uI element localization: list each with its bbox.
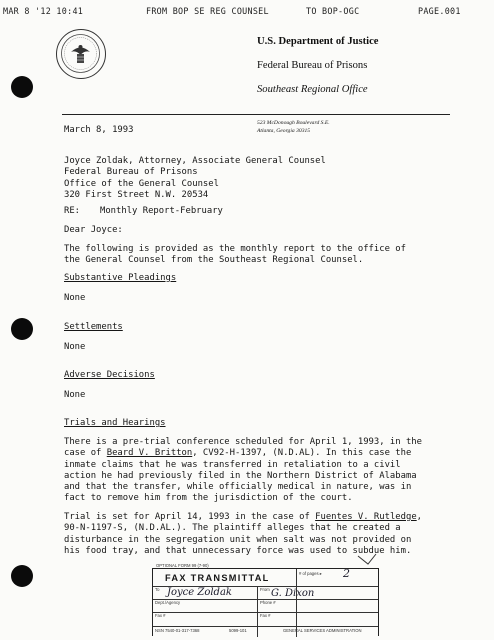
check-mark-icon bbox=[356, 552, 378, 568]
salutation: Dear Joyce: bbox=[64, 225, 123, 235]
from-label: From bbox=[260, 587, 270, 592]
heading-adverse-decisions: Adverse Decisions bbox=[64, 370, 155, 380]
fax-form-title: FAX TRANSMITTAL bbox=[165, 573, 270, 583]
re-subject: Monthly Report-February bbox=[100, 206, 223, 216]
to-label: To bbox=[155, 587, 160, 592]
fax-date: MAR 8 '12 10:41 bbox=[3, 6, 84, 16]
case-name-fuentes-v-rutledge: Fuentes V. Rutledge bbox=[315, 512, 417, 522]
adverse-body: None bbox=[64, 390, 86, 400]
heading-settlements: Settlements bbox=[64, 322, 123, 332]
from-value: G. Dixon bbox=[271, 588, 315, 599]
recipient-line: Federal Bureau of Prisons bbox=[64, 167, 198, 178]
heading-trials-and-hearings: Trials and Hearings bbox=[64, 418, 166, 428]
re-label: RE: bbox=[64, 206, 81, 216]
letterhead-department: U.S. Department of Justice bbox=[257, 36, 379, 47]
fax-from: FROM BOP SE REG COUNSEL bbox=[146, 6, 269, 16]
fax-to: TO BOP-OGC bbox=[306, 6, 360, 16]
fax-number-label-2: Fax # bbox=[260, 613, 271, 618]
letter-date: March 8, 1993 bbox=[64, 125, 134, 135]
punch-hole-middle bbox=[11, 318, 33, 340]
fax-form-number: OPTIONAL FORM 99 (7-90) bbox=[156, 563, 209, 568]
pages-label: # of pages ▸ bbox=[299, 571, 322, 576]
gsa-label: GENERAL SERVICES ADMINISTRATION bbox=[283, 628, 362, 633]
intro-paragraph: The following is provided as the monthly report to the office of the General Counsel from the Southeast Regional Counsel. bbox=[64, 244, 406, 266]
dept-agency-label: Dept./Agency bbox=[155, 600, 181, 605]
fax-transmittal-form bbox=[152, 563, 379, 636]
recipient-block bbox=[64, 156, 452, 201]
recipient-line: 320 First Street N.W. 20534 bbox=[64, 189, 209, 200]
to-value: Joyce Zoldak bbox=[167, 587, 232, 598]
letterhead-office: Southeast Regional Office bbox=[257, 84, 368, 95]
trials-paragraph-1: There is a pre-trial conference scheduled for April 1, 1993, in the case of Beard V. Britton, CV92-H-1397, (N.D.AL). In this case the inmate claims that he was transferred in retaliation to a civil action he had previously filed in the Northern District of Alabama and that the transfer, while officially medical in nature, was in fact to remove him from the jurisdiction of the court. bbox=[64, 437, 422, 504]
punch-hole-bottom bbox=[11, 565, 33, 587]
form-code: 5099-101 bbox=[229, 628, 247, 633]
doj-seal-icon bbox=[56, 29, 106, 79]
trials-paragraph-2: Trial is set for April 14, 1993 in the case of Fuentes V. Rutledge, 90-N-1197-S, (N.D.AL.). The plaintiff alleges that he created a disturbance in the segregation unit when salt was not provided on his food tray, and that unnecessary force was used to subdue him. bbox=[64, 512, 423, 556]
letterhead-address-line1: 523 McDonough Boulevard S.E. bbox=[257, 120, 330, 126]
pages-value: 2 bbox=[343, 567, 350, 580]
recipient-line: Office of the General Counsel bbox=[64, 178, 219, 189]
nsn-number: NSN 7540-01-317-7368 bbox=[155, 628, 200, 633]
punch-hole-top bbox=[11, 76, 33, 98]
letterhead-divider bbox=[62, 114, 450, 115]
fax-number-label: Fax # bbox=[155, 613, 166, 618]
pleadings-body: None bbox=[64, 293, 86, 303]
letterhead-address-line2: Atlanta, Georgia 30315 bbox=[257, 128, 311, 134]
fax-transmission-header bbox=[0, 6, 494, 18]
letterhead-bureau: Federal Bureau of Prisons bbox=[257, 60, 368, 71]
heading-substantive-pleadings: Substantive Pleadings bbox=[64, 273, 177, 283]
case-name-beard-v-britton: Beard V. Britton bbox=[106, 448, 193, 459]
settlements-body: None bbox=[64, 342, 86, 352]
fax-page: PAGE.001 bbox=[418, 6, 461, 16]
phone-label: Phone # bbox=[260, 600, 276, 605]
recipient-line: Joyce Zoldak, Attorney, Associate General Counsel bbox=[64, 156, 326, 166]
